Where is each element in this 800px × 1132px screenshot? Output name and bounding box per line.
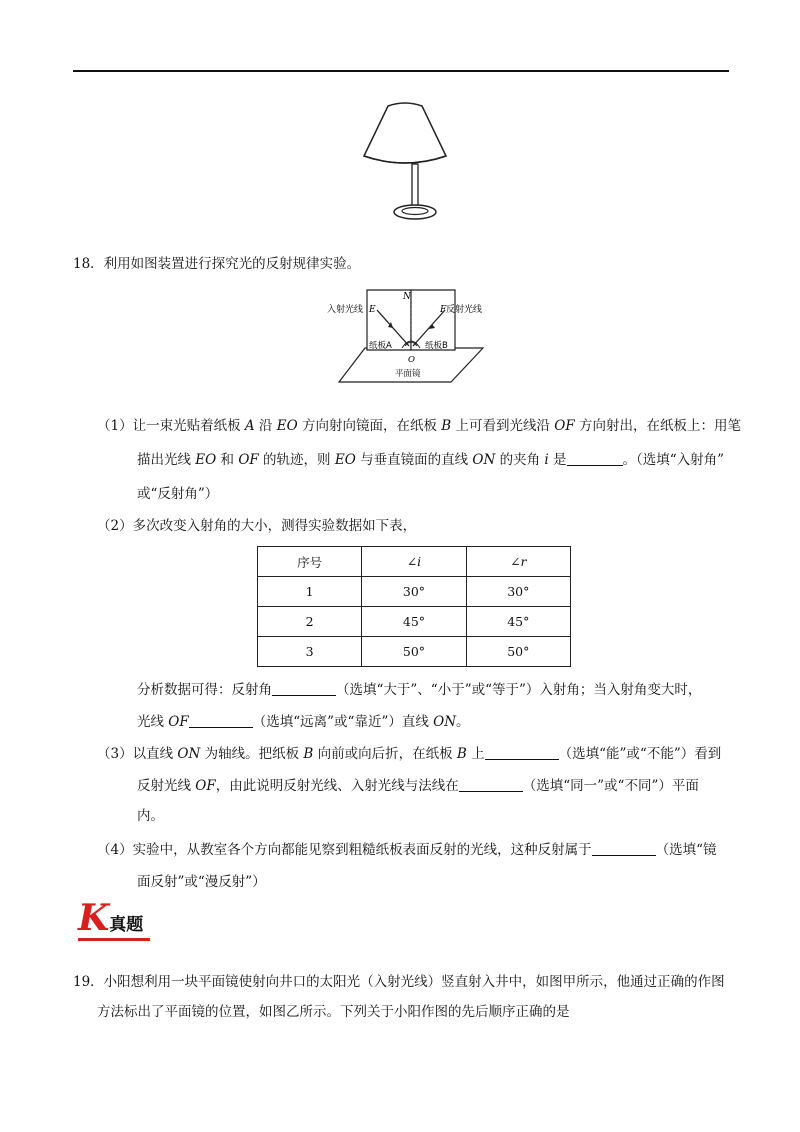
q18-part4-line1: （4）实验中，从教室各个方向都能见察到粗糙纸板表面反射的光线，这种反射属于 （选填“镜 [97, 842, 717, 858]
q18-part2-line1: 分析数据可得：反射角 （选填“大于”、“小于”或“等于”）入射角；当入射角变大时， [137, 682, 702, 698]
table-row [258, 637, 571, 667]
table-cell: 30° [466, 577, 570, 607]
table-header-cell: 序号 [258, 547, 362, 577]
table-header-cell: ∠i [362, 547, 466, 577]
q19-line2: 方法标出了平面镜的位置，如图乙所示。下列关于小阳作图的先后顺序正确的是 [97, 1004, 570, 1020]
label-board-a: 纸板A [369, 341, 392, 351]
reflection-apparatus-figure [325, 282, 485, 392]
answer-blank-3[interactable] [189, 713, 253, 728]
table-row [258, 607, 571, 637]
q18-part2-intro: （2）多次改变入射角的大小，测得实验数据如下表， [97, 518, 417, 534]
q18-part1-line2: 描出光线 EO 和 OF 的轨迹，则 EO 与垂直镜面的直线 ON 的夹角 i 是 。（选填“入射角” [137, 452, 725, 468]
table-header-cell: ∠r [466, 547, 570, 577]
table-cell: 45° [466, 607, 570, 637]
table-cell: 50° [362, 637, 466, 667]
q18-part1-line1: （1）让一束光贴着纸板 A 沿 EO 方向射向镜面，在纸板 B 上可看到光线沿 OF 方向射出，在纸板上：用笔 [97, 418, 742, 434]
q18-stem: 18．利用如图装置进行探究光的反射规律实验。 [73, 256, 361, 272]
table-row [258, 577, 571, 607]
label-E: E [369, 305, 376, 315]
table-cell: 2 [258, 607, 362, 637]
q18-part3-line2: 反射光线 OF，由此说明反射光线、入射光线与法线在 （选填“同一”或“不同”）平面 [137, 778, 699, 794]
section-letter: K [78, 897, 110, 939]
q18-part3-line1: （3）以直线 ON 为轴线。把纸板 B 向前或向后折，在纸板 B 上 （选填“能”或“不能”）看到 [97, 746, 722, 762]
q18-part2-line2: 光线 OF （选填“远离”或“靠近”）直线 ON。 [137, 714, 470, 730]
answer-blank-6[interactable] [592, 841, 656, 856]
q19-line1: 19．小阳想利用一块平面镜使射向井口的太阳光（入射光线）竖直射入井中，如图甲所示，他通过正确的作图 [73, 974, 725, 990]
q18-part4-line2: 面反射”或“漫反射”） [137, 874, 266, 890]
table-header-row [258, 547, 571, 577]
lamp-figure [360, 98, 450, 228]
table-cell: 45° [362, 607, 466, 637]
answer-blank-4[interactable] [485, 745, 559, 760]
label-reflected: 反射光线 [446, 305, 483, 315]
table-cell: 30° [362, 577, 466, 607]
section-badge [78, 897, 150, 941]
label-board-b: 纸板B [425, 341, 448, 351]
answer-blank-2[interactable] [272, 681, 336, 696]
label-F: F [440, 305, 447, 315]
label-N: N [403, 292, 411, 302]
table-cell: 1 [258, 577, 362, 607]
label-O: O [408, 355, 415, 365]
table-cell: 3 [258, 637, 362, 667]
q18-part3-line3: 内。 [137, 808, 164, 824]
section-title: 真题 [109, 915, 144, 935]
answer-blank-1[interactable] [567, 451, 623, 466]
answer-blank-5[interactable] [459, 777, 523, 792]
table-cell: 50° [466, 637, 570, 667]
q18-part1-line3: 或“反射角”） [137, 486, 219, 502]
label-incident: 入射光线 [327, 305, 364, 315]
data-table [257, 546, 571, 667]
label-mirror: 平面镜 [395, 369, 421, 379]
header-rule [73, 70, 729, 72]
